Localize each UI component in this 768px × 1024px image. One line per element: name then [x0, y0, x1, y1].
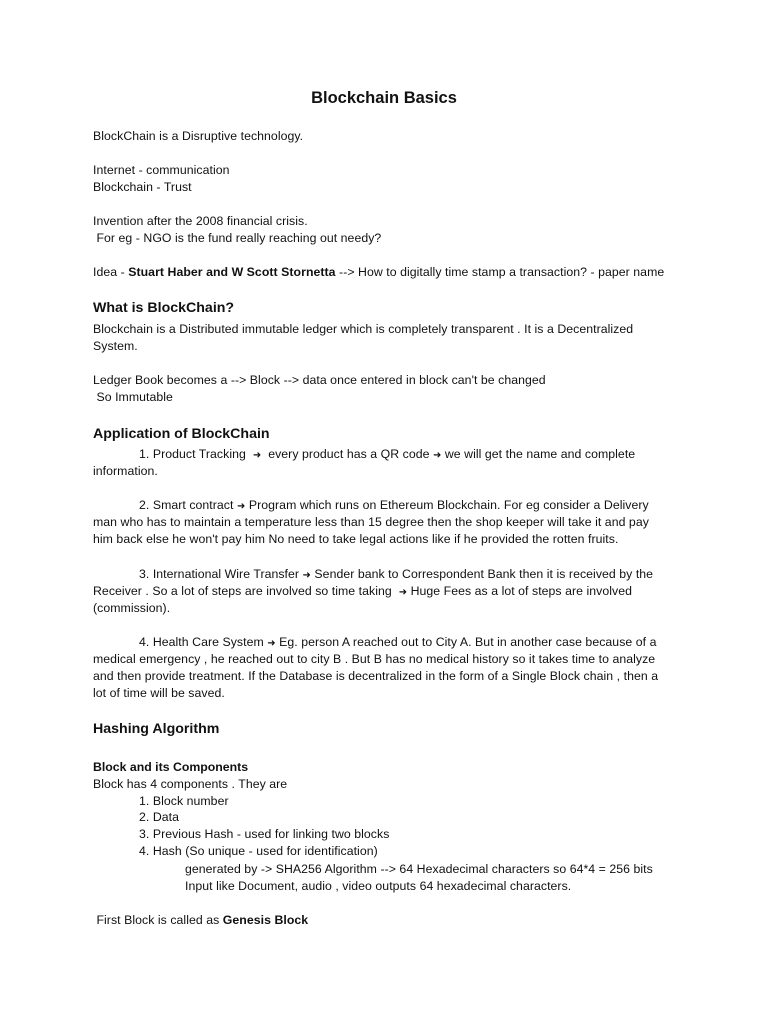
- item-text: Receiver . So a lot of steps are involved so time taking: [93, 584, 399, 598]
- intro-line: Blockchain - Trust: [93, 180, 192, 194]
- application-line: him back else he won't pay him No need to take legal actions like if he provided the rotten fruits.: [93, 532, 619, 546]
- application-line: information.: [93, 464, 158, 478]
- item-text: 1. Product Tracking: [139, 447, 253, 461]
- item-text: Program which runs on Ethereum Blockchain. For eg consider a Delivery: [245, 498, 649, 512]
- section-heading-what: What is BlockChain?: [93, 300, 235, 316]
- item-text: 3. International Wire Transfer: [139, 567, 303, 581]
- item-text: we will get the name and complete: [441, 447, 636, 461]
- idea-prefix: Idea -: [93, 265, 129, 279]
- component-item: 2. Data: [139, 810, 179, 824]
- item-text: Sender bank to Correspondent Bank then it is received by the: [310, 567, 654, 581]
- item-text: every product has a QR code: [261, 447, 433, 461]
- intro-line: Internet - communication: [93, 163, 230, 177]
- what-line: System.: [93, 339, 138, 353]
- intro-line: BlockChain is a Disruptive technology.: [93, 129, 304, 143]
- item-text: Eg. person A reached out to City A. But in another case because of a: [275, 635, 657, 649]
- arrow-icon: ➜: [398, 587, 408, 598]
- application-line: man who has to maintain a temperature less than 15 degree then the shop keeper will take it and pay: [93, 515, 649, 529]
- section-heading-application: Application of BlockChain: [93, 426, 270, 442]
- application-line: medical emergency , he reached out to city B . But B has no medical history so it takes time to analyze: [93, 652, 656, 666]
- idea-suffix: --> How to digitally time stamp a transaction? - paper name: [335, 265, 665, 279]
- arrow-icon: ➜: [252, 450, 262, 461]
- idea-line: [93, 264, 664, 281]
- intro-line: For eg - NGO is the fund really reaching out needy?: [93, 231, 382, 245]
- what-line: Ledger Book becomes a --> Block --> data once entered in block can't be changed: [93, 373, 546, 387]
- item-text: 2. Smart contract: [139, 498, 237, 512]
- item-text: 4. Health Care System: [139, 635, 268, 649]
- component-item: 3. Previous Hash - used for linking two blocks: [139, 827, 390, 841]
- application-line: [93, 583, 632, 601]
- hash-detail: Input like Document, audio , video outputs 64 hexadecimal characters.: [185, 879, 572, 893]
- hash-detail: generated by -> SHA256 Algorithm --> 64 Hexadecimal characters so 64*4 = 256 bits: [185, 862, 653, 876]
- component-item: 4. Hash (So unique - used for identification): [139, 844, 378, 858]
- application-item-1: [139, 446, 635, 464]
- intro-line: Invention after the 2008 financial crisis.: [93, 214, 308, 228]
- what-line: So Immutable: [93, 390, 173, 404]
- arrow-icon: ➜: [432, 450, 442, 461]
- arrow-icon: ➜: [236, 501, 246, 512]
- page-title: Blockchain Basics: [311, 89, 457, 107]
- arrow-icon: ➜: [267, 638, 276, 649]
- genesis-line: [93, 912, 308, 929]
- application-line: lot of time will be saved.: [93, 686, 225, 700]
- application-line: (commission).: [93, 601, 171, 615]
- section-heading-hashing: Hashing Algorithm: [93, 721, 220, 737]
- idea-names: Stuart Haber and W Scott Stornetta: [128, 265, 336, 279]
- what-line: Blockchain is a Distributed immutable ledger which is completely transparent . It is a Decentralized: [93, 322, 634, 336]
- genesis-block-label: Genesis Block: [222, 913, 309, 927]
- item-text: Huge Fees as a lot of steps are involved: [407, 584, 633, 598]
- application-item-2: [139, 497, 649, 515]
- component-item: 1. Block number: [139, 794, 229, 808]
- subheading-block-components: Block and its Components: [93, 760, 249, 774]
- application-item-3: [139, 566, 653, 584]
- application-line: and then provide treatment. If the Database is decentralized in the form of a Single Block chain , then a: [93, 669, 659, 683]
- application-item-4: [139, 634, 656, 652]
- hashing-line: Block has 4 components . They are: [93, 777, 288, 791]
- genesis-prefix: First Block is called as: [93, 913, 223, 927]
- arrow-icon: ➜: [302, 570, 311, 581]
